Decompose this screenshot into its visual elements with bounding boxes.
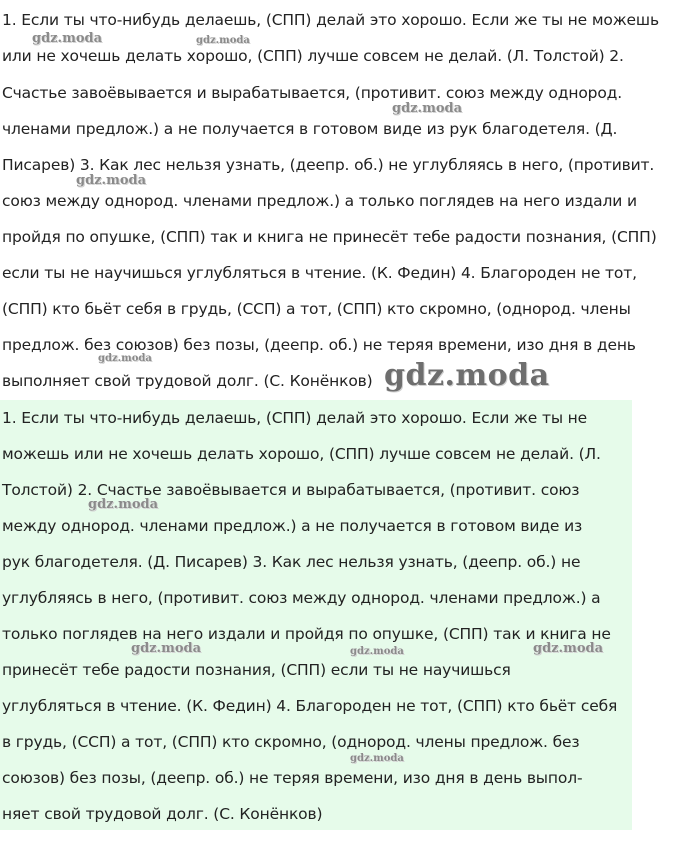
- text-line: союзов) без позы, (деепр. об.) не теряя времени, изо дня в день выпол-: [2, 769, 583, 787]
- text-line: в грудь, (ССП) а тот, (СПП) кто скромно, (однород. члены предлож. без: [2, 733, 580, 751]
- text-line: 1. Если ты что-нибудь делаешь, (СПП) делай это хорошо. Если же ты не: [2, 409, 588, 427]
- watermark: gdz.moda: [98, 353, 152, 364]
- text-line: членами предлож.) а не получается в готовом виде из рук благодетеля. (Д.: [2, 120, 618, 138]
- watermark: gdz.moda: [350, 646, 404, 657]
- text-line: Толстой) 2. Счастье завоёвывается и вырабатывается, (противит. союз: [2, 481, 580, 499]
- text-line: или не хочешь делать хорошо, (СПП) лучше совсем не делай. (Л. Толстой) 2.: [2, 47, 624, 65]
- text-line: углубляясь в него, (противит. союз между однород. членами предлож.) а: [2, 589, 601, 607]
- watermark: gdz.moda: [76, 173, 147, 188]
- text-line: союз между однород. членами предлож.) а только поглядев на него издали и: [2, 192, 637, 210]
- text-line: няет свой трудовой долг. (С. Конёнков): [2, 805, 323, 823]
- text-line: Писарев) 3. Как лес нельзя узнать, (деепр. об.) не углубляясь в него, (противит.: [2, 156, 655, 174]
- watermark-large: gdz.moda: [384, 358, 550, 393]
- watermark: gdz.moda: [392, 101, 463, 116]
- original-text-block: [0, 0, 680, 392]
- text-line: пройдя по опушке, (СПП) так и книга не принесёт тебе радости познания, (СПП): [2, 228, 657, 246]
- text-line: (СПП) кто бьёт себя в грудь, (ССП) а тот, (СПП) кто скромно, (однород. члены: [2, 300, 631, 318]
- text-line: выполняет свой трудовой долг. (С. Конёнков): [2, 372, 373, 390]
- watermark: gdz.moda: [533, 641, 604, 656]
- text-line: 1. Если ты что-нибудь делаешь, (СПП) делай это хорошо. Если же ты не можешь: [2, 11, 659, 29]
- watermark: gdz.moda: [88, 497, 159, 512]
- text-line: предлож. без союзов) без позы, (деепр. об.) не теряя времени, изо дня в день: [2, 336, 636, 354]
- text-line: углубляться в чтение. (К. Федин) 4. Благороден не тот, (СПП) кто бьёт себя: [2, 697, 618, 715]
- watermark: gdz.moda: [32, 31, 103, 46]
- text-line: рук благодетеля. (Д. Писарев) 3. Как лес нельзя узнать, (деепр. об.) не: [2, 553, 581, 571]
- text-line: принесёт тебе радости познания, (СПП) если ты не научишься: [2, 661, 511, 679]
- watermark: gdz.moda: [131, 641, 202, 656]
- text-line: Счастье завоёвывается и вырабатывается, (противит. союз между однород.: [2, 84, 623, 102]
- text-line: между однород. членами предлож.) а не получается в готовом виде из: [2, 517, 583, 535]
- highlighted-text-block: [0, 400, 632, 830]
- text-line: только поглядев на него издали и пройдя по опушке, (СПП) так и книга не: [2, 625, 611, 643]
- watermark: gdz.moda: [350, 753, 404, 764]
- watermark: gdz.moda: [196, 35, 250, 46]
- text-line: если ты не научишься углубляться в чтение. (К. Федин) 4. Благороден не тот,: [2, 264, 637, 282]
- text-line: можешь или не хочешь делать хорошо, (СПП) лучше совсем не делай. (Л.: [2, 445, 601, 463]
